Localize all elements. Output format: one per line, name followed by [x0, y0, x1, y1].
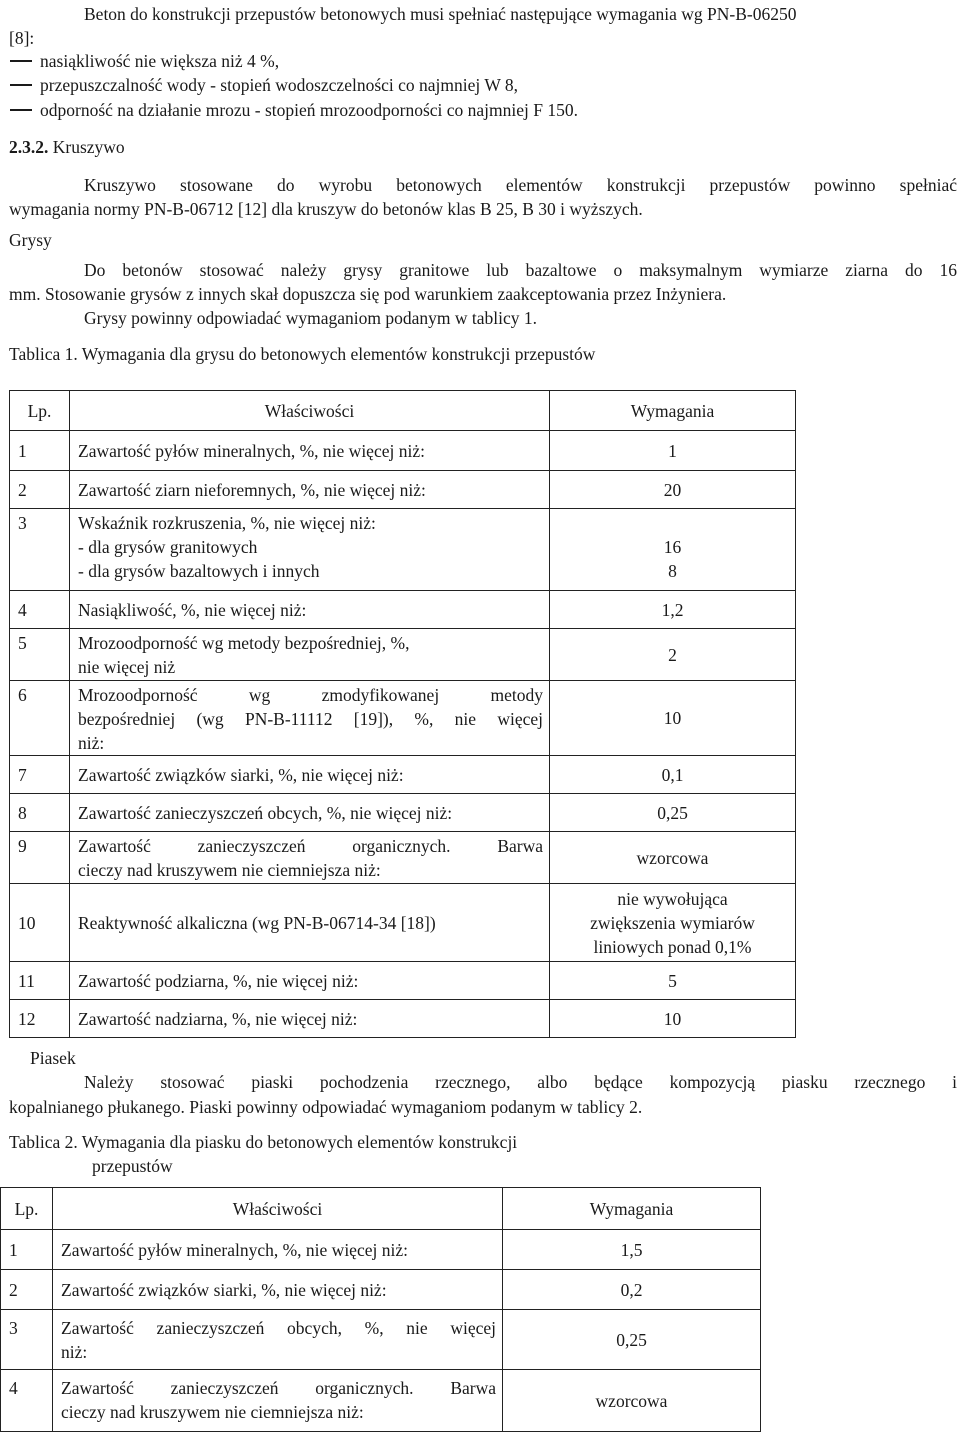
intro-line-2: [8]:	[9, 28, 35, 48]
section-number: 2.3.2.	[9, 137, 49, 157]
bullet-item: przepuszczalność wody - stopień wodoszczelności co najmniej W 8,	[40, 75, 519, 95]
row-prop: Zawartość nadziarna, %, nie więcej niż:	[70, 1000, 550, 1038]
table2-header-req: Wymagania	[503, 1188, 761, 1230]
row-lp: 2	[1, 1270, 53, 1310]
row-prop-sub: - dla grysów granitowych	[78, 537, 258, 557]
table2-caption-line-2: przepustów	[92, 1156, 173, 1176]
row-lp: 12	[10, 1000, 70, 1038]
row-prop: Zawartość pyłów mineralnych, %, nie więcej niż:	[53, 1230, 503, 1270]
table1-header-row	[10, 391, 796, 431]
table-row	[10, 884, 796, 962]
row-prop-line: cieczy nad kruszywem nie ciemniejsza niż:	[78, 860, 381, 880]
table-row	[10, 962, 796, 1000]
row-req: 10	[550, 681, 796, 756]
kruszywo-line-1: Kruszywo stosowane do wyrobu betonowych elementów konstrukcji przepustów powinno spełniać	[84, 175, 957, 195]
piasek-line-2: kopalnianego płukanego. Piaski powinny odpowiadać wymaganiom podanym w tablicy 2.	[9, 1097, 643, 1117]
row-prop	[53, 1310, 503, 1370]
row-prop: Zawartość związków siarki, %, nie więcej niż:	[70, 756, 550, 794]
grysy-line-1: Do betonów stosować należy grysy granitowe lub bazaltowe o maksymalnym wymiarze ziarna do 16	[84, 260, 957, 280]
table-row	[10, 509, 796, 591]
dash-bullet-icon	[10, 60, 32, 62]
row-prop: Zawartość związków siarki, %, nie więcej niż:	[53, 1270, 503, 1310]
table2	[0, 1187, 761, 1432]
table2-caption-line-1: Tablica 2. Wymagania dla piasku do betonowych elementów konstrukcji	[9, 1132, 518, 1152]
row-prop-line: Mrozoodporność wg zmodyfikowanej metody	[78, 685, 543, 705]
row-prop: Nasiąkliwość, %, nie więcej niż:	[70, 591, 550, 629]
row-prop-line: niż:	[78, 733, 105, 753]
table1	[9, 390, 796, 1038]
row-lp: 4	[10, 591, 70, 629]
row-lp: 1	[1, 1230, 53, 1270]
table1-header-lp: Lp.	[10, 391, 70, 431]
row-prop: Zawartość zanieczyszczeń obcych, %, nie więcej niż:	[70, 794, 550, 832]
row-req: 1	[550, 431, 796, 471]
row-prop: Zawartość ziarn nieforemnych, %, nie więcej niż:	[70, 471, 550, 509]
intro-line-1: Beton do konstrukcji przepustów betonowych musi spełniać następujące wymagania wg PN-B-06250	[84, 4, 797, 24]
row-lp: 9	[10, 832, 70, 884]
grysy-line-2: mm. Stosowanie grysów z innych skał dopuszcza się pod warunkiem zaakceptowania przez Inżyniera.	[9, 284, 727, 304]
piasek-line-1: Należy stosować piaski pochodzenia rzecznego, albo będące kompozycją piasku rzecznego i	[84, 1072, 957, 1092]
row-req: 0,25	[503, 1310, 761, 1370]
row-req: 0,25	[550, 794, 796, 832]
bullet-item: odporność na działanie mrozu - stopień mrozoodporności co najmniej F 150.	[40, 100, 578, 120]
row-lp: 2	[10, 471, 70, 509]
row-lp: 11	[10, 962, 70, 1000]
row-prop-line: Mrozoodporność wg metody bezpośredniej, %,	[78, 633, 410, 653]
row-prop-line: nie więcej niż	[78, 657, 176, 677]
table-row	[10, 756, 796, 794]
row-req	[550, 884, 796, 962]
row-lp: 3	[1, 1310, 53, 1370]
kruszywo-line-2: wymagania normy PN-B-06712 [12] dla kruszyw do betonów klas B 25, B 30 i wyższych.	[9, 199, 643, 219]
piasek-heading: Piasek	[30, 1048, 76, 1068]
table2-header-lp: Lp.	[1, 1188, 53, 1230]
row-lp: 5	[10, 629, 70, 681]
table-row	[10, 681, 796, 756]
dash-bullet-icon	[10, 109, 32, 111]
table-row	[1, 1230, 761, 1270]
section-heading	[9, 135, 125, 159]
row-lp: 10	[10, 884, 70, 962]
row-req-line: liniowych ponad 0,1%	[593, 936, 752, 957]
table-row	[10, 794, 796, 832]
row-prop: Zawartość podziarna, %, nie więcej niż:	[70, 962, 550, 1000]
dash-bullet-icon	[10, 84, 32, 86]
table-row	[10, 591, 796, 629]
table2-header-row	[1, 1188, 761, 1230]
row-prop-line: bezpośredniej (wg PN-B-11112 [19]), %, nie więcej	[78, 709, 543, 729]
row-lp: 3	[10, 509, 70, 591]
grysy-line-3: Grysy powinny odpowiadać wymaganiom podanym w tablicy 1.	[84, 308, 537, 328]
row-req-line: zwiększenia wymiarów	[590, 912, 755, 933]
row-req: 20	[550, 471, 796, 509]
row-lp: 1	[10, 431, 70, 471]
row-req: 5	[550, 962, 796, 1000]
row-req: 1,5	[503, 1230, 761, 1270]
table-row	[10, 1000, 796, 1038]
table-row	[10, 471, 796, 509]
row-req	[550, 509, 796, 591]
table-row	[1, 1270, 761, 1310]
row-prop: Reaktywność alkaliczna (wg PN-B-06714-34 [18])	[70, 884, 550, 962]
table-row	[10, 431, 796, 471]
row-prop	[70, 629, 550, 681]
row-req: 2	[550, 629, 796, 681]
row-req: 0,2	[503, 1270, 761, 1310]
table-row	[1, 1310, 761, 1370]
row-prop-line: Zawartość zanieczyszczeń obcych, %, nie więcej	[61, 1318, 496, 1338]
table-row	[1, 1370, 761, 1432]
table1-header-req: Wymagania	[550, 391, 796, 431]
row-prop-line: Zawartość zanieczyszczeń organicznych. Barwa	[61, 1378, 496, 1398]
row-prop	[70, 681, 550, 756]
grysy-heading: Grysy	[9, 230, 52, 250]
row-req: 10	[550, 1000, 796, 1038]
row-prop-line: Wskaźnik rozkruszenia, %, nie więcej niż:	[78, 513, 376, 533]
table-row	[10, 629, 796, 681]
table-row	[10, 832, 796, 884]
row-prop	[70, 509, 550, 591]
row-prop-line: niż:	[61, 1342, 88, 1362]
row-prop-sub: - dla grysów bazaltowych i innych	[78, 561, 320, 581]
table1-header-prop: Właściwości	[70, 391, 550, 431]
row-prop	[53, 1370, 503, 1432]
row-lp: 7	[10, 756, 70, 794]
row-prop-line: cieczy nad kruszywem nie ciemniejsza niż:	[61, 1402, 364, 1422]
row-lp: 8	[10, 794, 70, 832]
section-title: Kruszywo	[52, 137, 125, 157]
row-req: wzorcowa	[503, 1370, 761, 1432]
row-prop-line: Zawartość zanieczyszczeń organicznych. Barwa	[78, 836, 543, 856]
row-req-line: 16	[663, 537, 682, 557]
table1-caption: Tablica 1. Wymagania dla grysu do betonowych elementów konstrukcji przepustów	[9, 344, 596, 364]
bullet-item: nasiąkliwość nie większa niż 4 %,	[40, 51, 280, 71]
row-req-line: nie wywołująca	[617, 888, 728, 909]
row-lp: 4	[1, 1370, 53, 1432]
row-req: 0,1	[550, 756, 796, 794]
row-req: wzorcowa	[550, 832, 796, 884]
table2-header-prop: Właściwości	[53, 1188, 503, 1230]
row-lp: 6	[10, 681, 70, 756]
row-req-line: 8	[668, 561, 677, 581]
row-prop	[70, 832, 550, 884]
row-req: 1,2	[550, 591, 796, 629]
row-prop: Zawartość pyłów mineralnych, %, nie więcej niż:	[70, 431, 550, 471]
